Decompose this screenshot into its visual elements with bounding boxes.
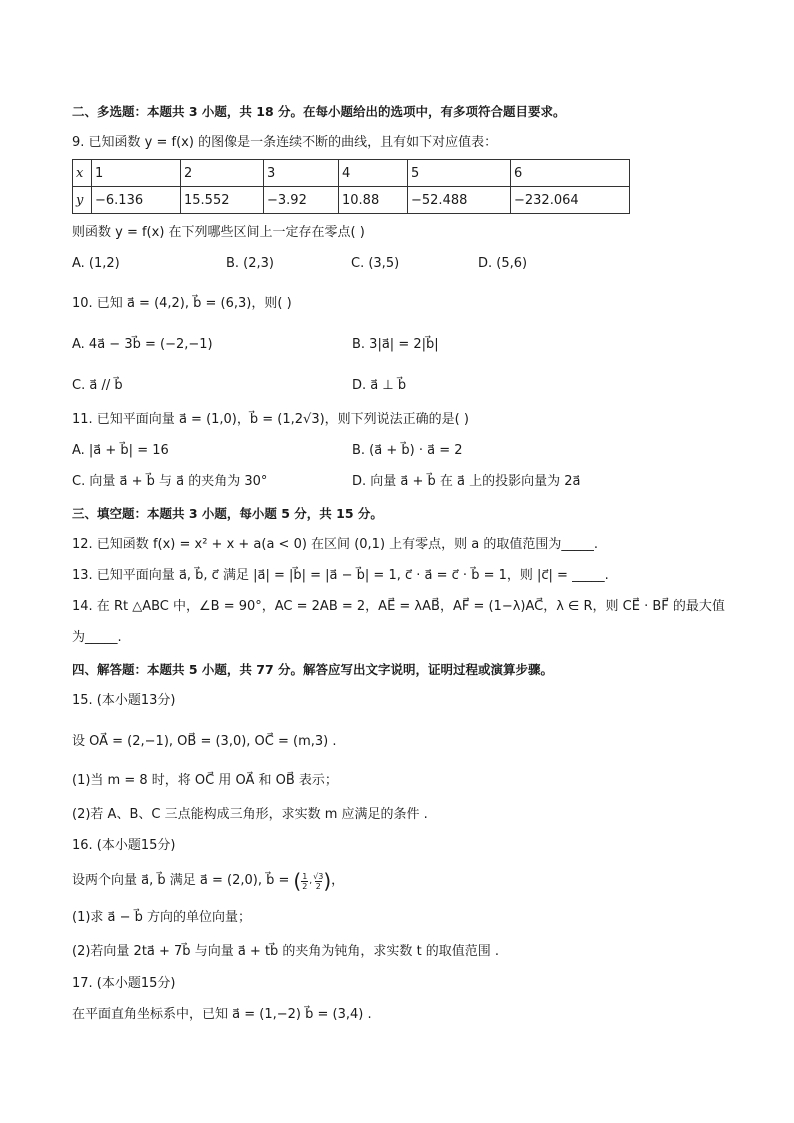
q12-text: 12. 已知函数 f(x) = x² + x + a(a < 0) 在区间 (0,1) 上有零点，则 a 的取值范围为_____. [72, 537, 599, 552]
q9-option-a: A. (1,2) [72, 256, 120, 271]
frac-denominator: 2 [315, 881, 321, 891]
q11-option-d: D. 向量 a⃗ + b⃗ 在 a⃗ 上的投影向量为 2a⃗ [352, 474, 581, 489]
table-row-y [73, 187, 630, 214]
table-cell: 6 [511, 160, 630, 187]
q16-given [72, 868, 344, 894]
table-cell: 4 [339, 160, 408, 187]
q14-line2: 为_____. [72, 630, 122, 645]
q16-vector-b [293, 871, 331, 891]
q9-option-b: B. (2,3) [226, 256, 275, 271]
q9-option-c: C. (3,5) [351, 256, 400, 271]
comma: , [309, 876, 313, 886]
q10-option-c: C. a⃗ // b⃗ [72, 378, 123, 393]
q16-part1: (1)求 a⃗ − b⃗ 方向的单位向量； [72, 910, 252, 925]
q16-title: 16. (本小题15分) [72, 838, 176, 853]
table-row-x [73, 160, 630, 187]
table-header-x: x [73, 160, 92, 187]
q11-stem: 11. 已知平面向量 a⃗ = (1,0)，b⃗ = (1,2√3)，则下列说法正确的是( ) [72, 412, 469, 427]
q10-stem: 10. 已知 a⃗ = (4,2), b⃗ = (6,3)，则( ) [72, 296, 292, 311]
section-3-heading: 三、填空题：本题共 3 小题，每小题 5 分，共 15 分。 [72, 506, 383, 521]
table-cell: 15.552 [181, 187, 264, 214]
q11-option-c: C. 向量 a⃗ + b⃗ 与 a⃗ 的夹角为 30° [72, 474, 268, 489]
section-4-heading: 四、解答题：本题共 5 小题，共 77 分。解答应写出文字说明，证明过程或演算步骤。 [72, 662, 554, 677]
table-cell: −3.92 [264, 187, 339, 214]
q10-option-d: D. a⃗ ⊥ b⃗ [352, 378, 407, 393]
table-cell: 1 [92, 160, 181, 187]
q9-stem: 9. 已知函数 y = f(x) 的图像是一条连续不断的曲线，且有如下对应值表： [72, 135, 498, 150]
fraction [313, 872, 323, 891]
q16-part2: (2)若向量 2ta⃗ + 7b⃗ 与向量 a⃗ + tb⃗ 的夹角为钝角，求实数 t 的取值范围 . [72, 944, 500, 959]
table-cell: −6.136 [92, 187, 181, 214]
q16-given-prefix: 设两个向量 a⃗, b⃗ 满足 a⃗ = (2,0), b⃗ = [72, 873, 290, 888]
frac-numerator: 1 [302, 871, 308, 881]
q10-option-a: A. 4a⃗ − 3b⃗ = (−2,−1) [72, 337, 213, 352]
table-cell: 10.88 [339, 187, 408, 214]
q16-given-suffix: ， [331, 873, 345, 888]
q9-value-table [72, 159, 630, 214]
q13-text: 13. 已知平面向量 a⃗, b⃗, c⃗ 满足 |a⃗| = |b⃗| = |a⃗ − b⃗| = 1, c⃗ · a⃗ = c⃗ · b⃗ = 1，则 |c⃗| = _____. [72, 568, 609, 583]
frac-numerator: √3 [313, 871, 324, 881]
q11-option-b: B. (a⃗ + b⃗) · a⃗ = 2 [352, 443, 463, 458]
q9-option-d: D. (5,6) [478, 256, 528, 271]
right-paren: ) [323, 869, 332, 893]
table-cell: −232.064 [511, 187, 630, 214]
left-paren: ( [293, 869, 302, 893]
q15-part1: (1)当 m = 8 时，将 OC⃗ 用 OA⃗ 和 OB⃗ 表示； [72, 773, 338, 788]
q15-given: 设 OA⃗ = (2,−1), OB⃗ = (3,0), OC⃗ = (m,3) . [72, 734, 337, 749]
table-header-y: y [73, 187, 92, 214]
q10-option-b: B. 3|a⃗| = 2|b⃗| [352, 337, 439, 352]
q14-line1: 14. 在 Rt △ABC 中，∠B = 90°，AC = 2AB = 2，AE⃗ = λAB⃗，AF⃗ = (1−λ)AC⃗，λ ∈ R，则 CE⃗ · BF⃗ 的最大值 [72, 599, 725, 614]
table-cell: 5 [408, 160, 511, 187]
table-cell: 2 [181, 160, 264, 187]
q17-given: 在平面直角坐标系中，已知 a⃗ = (1,−2) b⃗ = (3,4) . [72, 1007, 372, 1022]
q11-option-a: A. |a⃗ + b⃗| = 16 [72, 443, 169, 458]
fraction [301, 872, 308, 891]
q15-title: 15. (本小题13分) [72, 693, 176, 708]
section-2-heading: 二、多选题：本题共 3 小题，共 18 分。在每小题给出的选项中，有多项符合题目要求。 [72, 104, 566, 119]
table-cell: −52.488 [408, 187, 511, 214]
q9-question: 则函数 y = f(x) 在下列哪些区间上一定存在零点( ) [72, 225, 365, 240]
table-cell: 3 [264, 160, 339, 187]
frac-denominator: 2 [302, 881, 308, 891]
q15-part2: (2)若 A、B、C 三点能构成三角形，求实数 m 应满足的条件 . [72, 807, 428, 822]
q17-title: 17. (本小题15分) [72, 976, 176, 991]
